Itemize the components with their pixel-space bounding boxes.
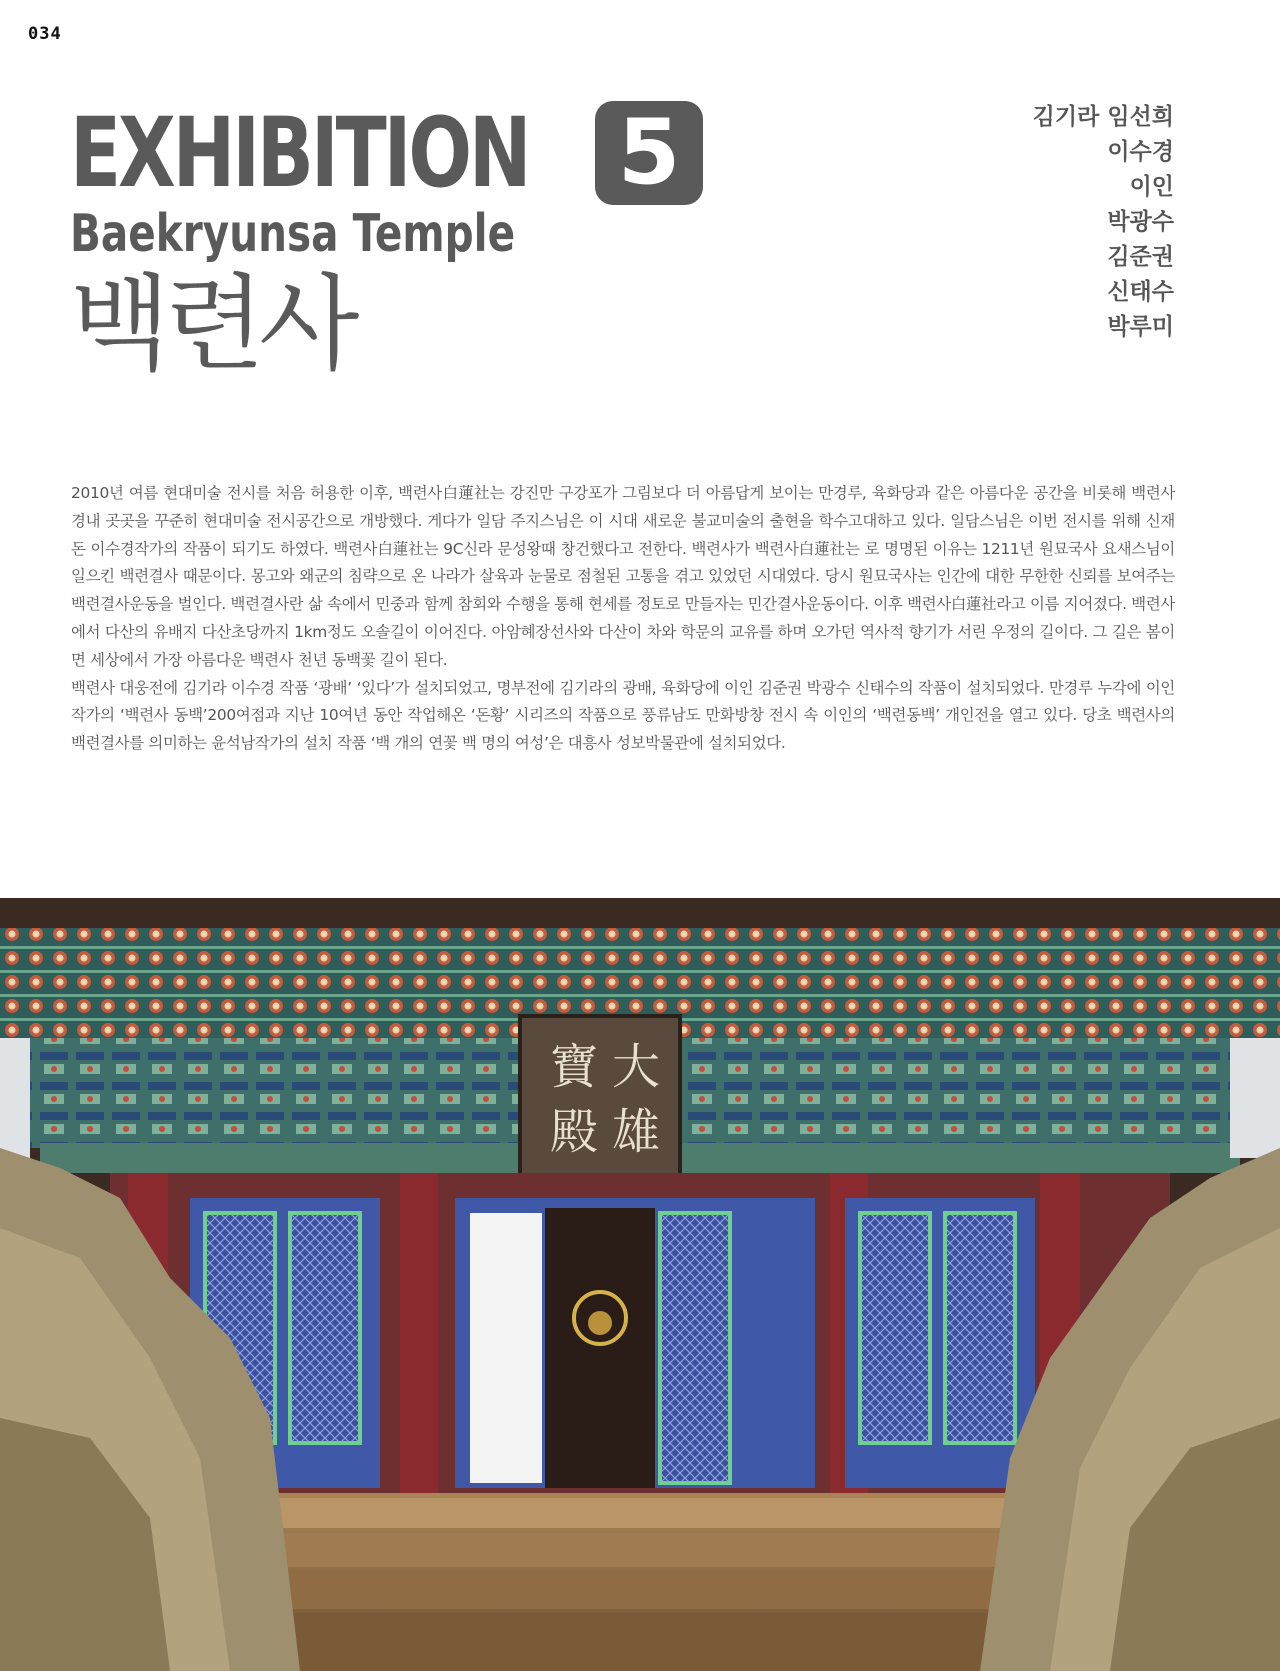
temple-photo xyxy=(0,898,1280,1671)
title-block xyxy=(70,98,703,384)
artist-list xyxy=(1033,100,1174,345)
plaque-char: 雄 xyxy=(612,1104,661,1160)
plaque-char: 寶 xyxy=(550,1039,599,1095)
temple-name-korean: 백련사 xyxy=(70,263,354,385)
artist-name: 박루미 xyxy=(1107,314,1174,340)
artist-name: 박광수 xyxy=(1107,209,1174,235)
temple-illustration xyxy=(0,898,1280,1671)
article-paragraph: 백련사 대웅전에 김기라 이수경 작품 ‘광배’ ‘있다’가 설치되었고, 명부전에 김기라의 광배, 육화당에 이인 김준권 박광수 신태수의 작품이 설치되었다. 만경루 누각에 이인작가의 ‘백련사 동백’200여점과 지난 10여년 동안 작업해온 ‘돈황’ 시리즈의 작품으로 풍류남도 만화방창 전시 속 이인의 ‘백련동백’ 개인전을 열고 있다. 당초 백련사의 백련결사를 의미하는 윤석남작가의 설치 작품 ‘백 개의 연꽃 백 명의 여성’은 대흥사 성보박물관에 설치되었다. xyxy=(71,678,1175,753)
artist-name: 김기라 임선희 xyxy=(1032,104,1174,130)
page-number: 034 xyxy=(28,24,62,44)
article-paragraph: 2010년 여름 현대미술 전시를 처음 허용한 이후, 백련사白蓮社는 강진만 구강포가 그림보다 더 아름답게 보이는 만경루, 육화당과 같은 아름다운 공간을 비롯해 백련사 경내 곳곳을 꾸준히 현대미술 전시공간으로 개방했다. 게다가 일담 주지스님은 이 시대 새로운 불교미술의 출현을 학수고대하고 있다. 일담스님은 이번 전시를 위해 신재돈 이수경작가의 작품이 되기도 하였다. 백련사白蓮社는 9C신라 문성왕때 창건했다고 전한다. 백련사가 백련사白蓮社는 로 명명된 이유는 1211년 원묘국사 요새스님이 일으킨 백련결사 때문이다. 몽고와 왜군의 침략으로 온 나라가 살육과 눈물로 점철된 고통을 겪고 있었던 시대였다. 당시 원묘국사는 인간에 대한 무한한 신뢰를 보여주는 백련결사운동을 벌인다. 백련결사란 삶 속에서 민중과 함께 참회와 수행을 통해 현세를 정토로 만들자는 민간결사운동이다. 이후 백련사白蓮社라고 이름 지어졌다. 백련사에서 다산의 유배지 다산초당까지 1km정도 오솔길이 이어진다. 아암혜장선사와 다산이 차와 학문의 교유를 하며 오가던 역사적 향기가 서린 우정의 길이다. 그 길은 봄이면 세상에서 가장 아름다운 백련사 천년 동백꽃 길이 된다. xyxy=(71,484,1175,669)
temple-name-english: Baekryunsa Temple xyxy=(70,204,516,264)
artist-name: 이수경 xyxy=(1107,139,1174,165)
plaque-char: 殿 xyxy=(550,1104,599,1160)
artist-name: 이인 xyxy=(1129,174,1174,200)
exhibition-title: EXHIBITION xyxy=(70,97,529,209)
artist-name: 김준권 xyxy=(1107,244,1174,270)
artist-name: 신태수 xyxy=(1107,279,1174,305)
plaque-char: 大 xyxy=(612,1039,661,1095)
exhibition-number-badge: 5 xyxy=(595,101,703,205)
article-body xyxy=(71,480,1175,758)
title-row xyxy=(70,98,703,208)
